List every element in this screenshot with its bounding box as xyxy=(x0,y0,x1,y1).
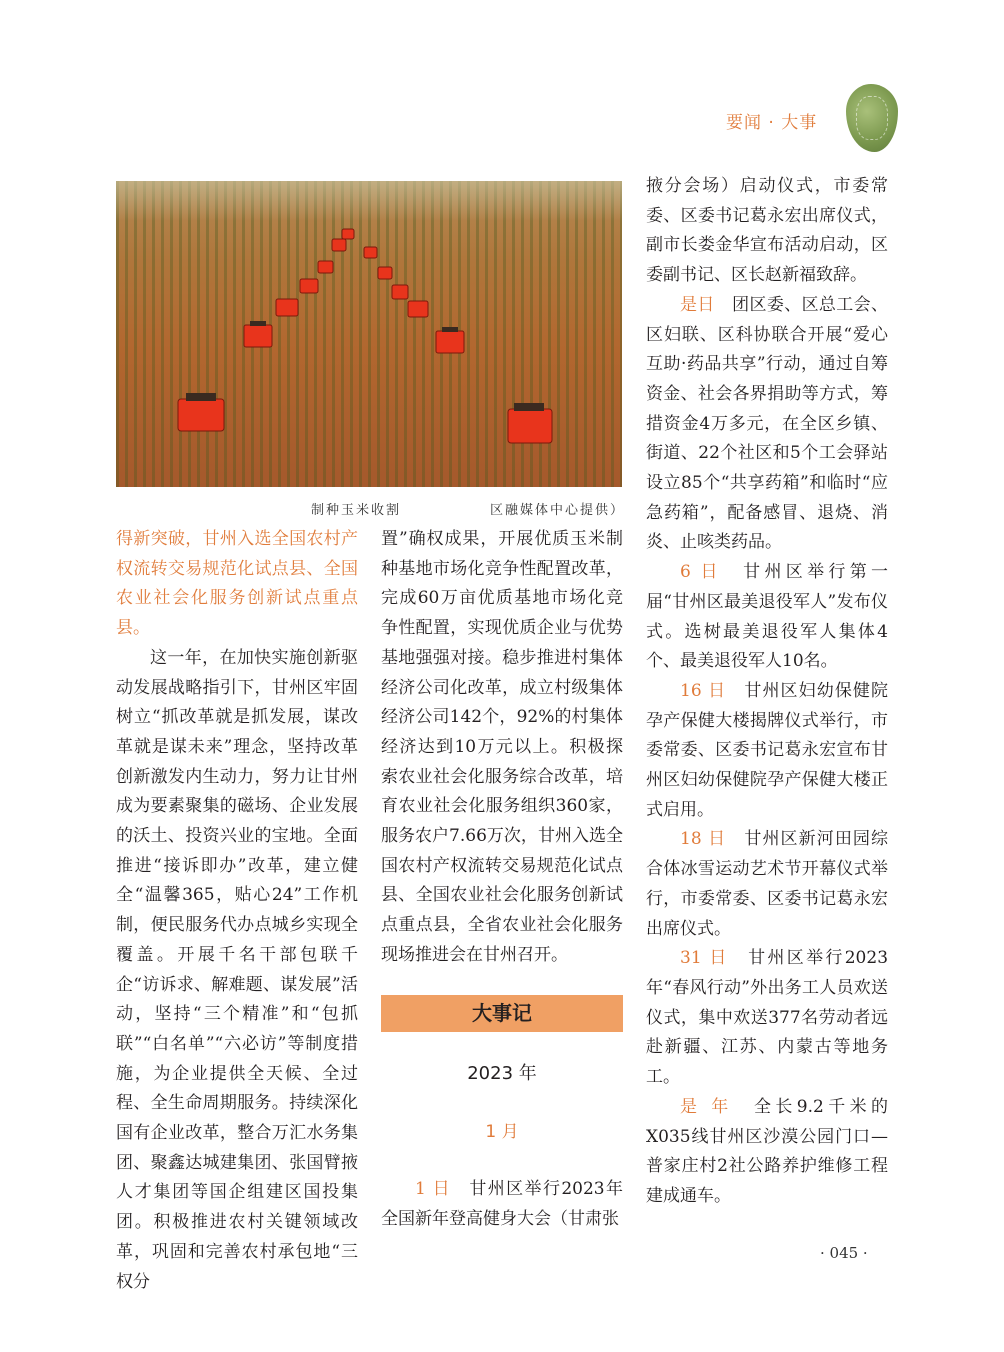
entry-text: 甘州区举行2023年全国新年登高健身大会（甘肃张 xyxy=(381,1179,623,1229)
page-number: · 045 · xyxy=(820,1244,868,1262)
chronicle-entry xyxy=(646,944,888,1093)
entry-date: 1 日 xyxy=(415,1179,451,1199)
entry-date: 18 日 xyxy=(680,829,727,850)
harvester-icons xyxy=(116,181,622,487)
seal-stamp-icon xyxy=(846,84,898,152)
column-1 xyxy=(116,525,358,1297)
column-2 xyxy=(381,525,623,971)
photo-credit: 区融媒体中心提供） xyxy=(490,503,626,518)
entry-text: 甘州区新河田园综合体冰雪运动艺术节开幕仪式举行，市委常委、区委书记葛永宏出席仪式。 xyxy=(646,829,889,939)
chronicle-entry xyxy=(646,291,888,558)
entry-date: 31 日 xyxy=(680,948,729,969)
entry-continuation: 掖分会场）启动仪式，市委常委、区委书记葛永宏出席仪式，副市长娄金华宣布活动启动，区委副书记、区长赵新福致辞。 xyxy=(646,176,888,286)
corn-harvest-photo xyxy=(116,181,622,487)
photo-caption: 制种玉米收割 xyxy=(311,503,402,518)
chronicle-banner: 大事记 xyxy=(381,995,623,1032)
chronicle-entry-first xyxy=(381,1175,623,1234)
chronicle-entry xyxy=(646,825,888,944)
entry-text: 甘州区妇幼保健院孕产保健大楼揭牌仪式举行，市委常委、区委书记葛永宏宣布甘州区妇幼保健院孕产保健大楼正式启用。 xyxy=(646,680,889,820)
body-paragraph: 置”确权成果，开展优质玉米制种基地市场化竞争性配置改革，完成60万亩优质基地市场化竞争性配置，实现优质企业与优势基地强强对接。稳步推进村集体经济公司化改革，成立村级集体经济公司142个，92%的村集体经济达到10万元以上。积极探索农业社会化服务综合改革，培育农业社会化服务组织360家，服务农户7.66万次，甘州入选全国农村产权流转交易规范化试点县、全国农业社会化服务创新试点重点县，全省农业社会化服务现场推进会在甘州召开。 xyxy=(381,529,623,965)
year-heading: 2023 年 xyxy=(467,1063,537,1084)
highlight-text: 得新突破，甘州入选全国农村产权流转交易规范化试点县、全国农业社会化服务创新试点重点县。 xyxy=(116,529,358,639)
column-3 xyxy=(646,172,888,1212)
section-title: 要闻 · 大事 xyxy=(726,113,818,133)
entry-date: 是日 xyxy=(680,294,715,315)
month-heading: 1 月 xyxy=(485,1122,519,1142)
chronicle-entry xyxy=(646,558,888,677)
chronicle-entry xyxy=(646,677,888,826)
chronicle-entry xyxy=(646,1093,888,1212)
entry-date: 16 日 xyxy=(680,680,727,701)
entry-text: 团区委、区总工会、区妇联、区科协联合开展“爱心互助·药品共享”行动，通过自筹资金、社会各界捐助等方式，筹措资金4万多元，在全区乡镇、街道、22个社区和5个工会驿站设立85个“共享药箱”和临时“应急药箱”，配备感冒、退烧、消炎、止咳类药品。 xyxy=(646,294,889,553)
entry-text: 甘州区举行2023年“春风行动”外出务工人员欢送仪式，集中欢送377名劳动者远赴新疆、江苏、内蒙古等地务工。 xyxy=(646,948,889,1088)
entry-text: 甘州区举行第一届“甘州区最美退役军人”发布仪式。选树最美退役军人集体4个、最美退役军人10名。 xyxy=(646,562,888,672)
body-paragraph: 这一年，在加快实施创新驱动发展战略指引下，甘州区牢固树立“抓改革就是抓发展，谋改革就是谋未来”理念，坚持改革创新激发内生动力，努力让甘州成为要素聚集的磁场、企业发展的沃土、投资兴业的宝地。全面推进“接诉即办”改革，建立健全“温馨365，贴心24”工作机制，便民服务代办点城乡实现全覆盖。开展千名干部包联千企“访诉求、解难题、谋发展”活动，坚持“三个精准”和“包抓联”“白名单”“六必访”等制度措施，为企业提供全天候、全过程、全生命周期服务。持续深化国有企业改革，整合万汇水务集团、聚鑫达城建集团、张国臂掖人才集团等国企组建区国投集团。积极推进农村关键领域改革，巩固和完善农村承包地“三权分 xyxy=(116,647,358,1292)
entry-date: 是 年 xyxy=(680,1096,733,1117)
entry-date: 6 日 xyxy=(680,562,722,583)
entry-text: 全长9.2千米的X035线甘州区沙漠公园门口—普家庄村2社公路养护维修工程建成通车。 xyxy=(646,1096,889,1206)
